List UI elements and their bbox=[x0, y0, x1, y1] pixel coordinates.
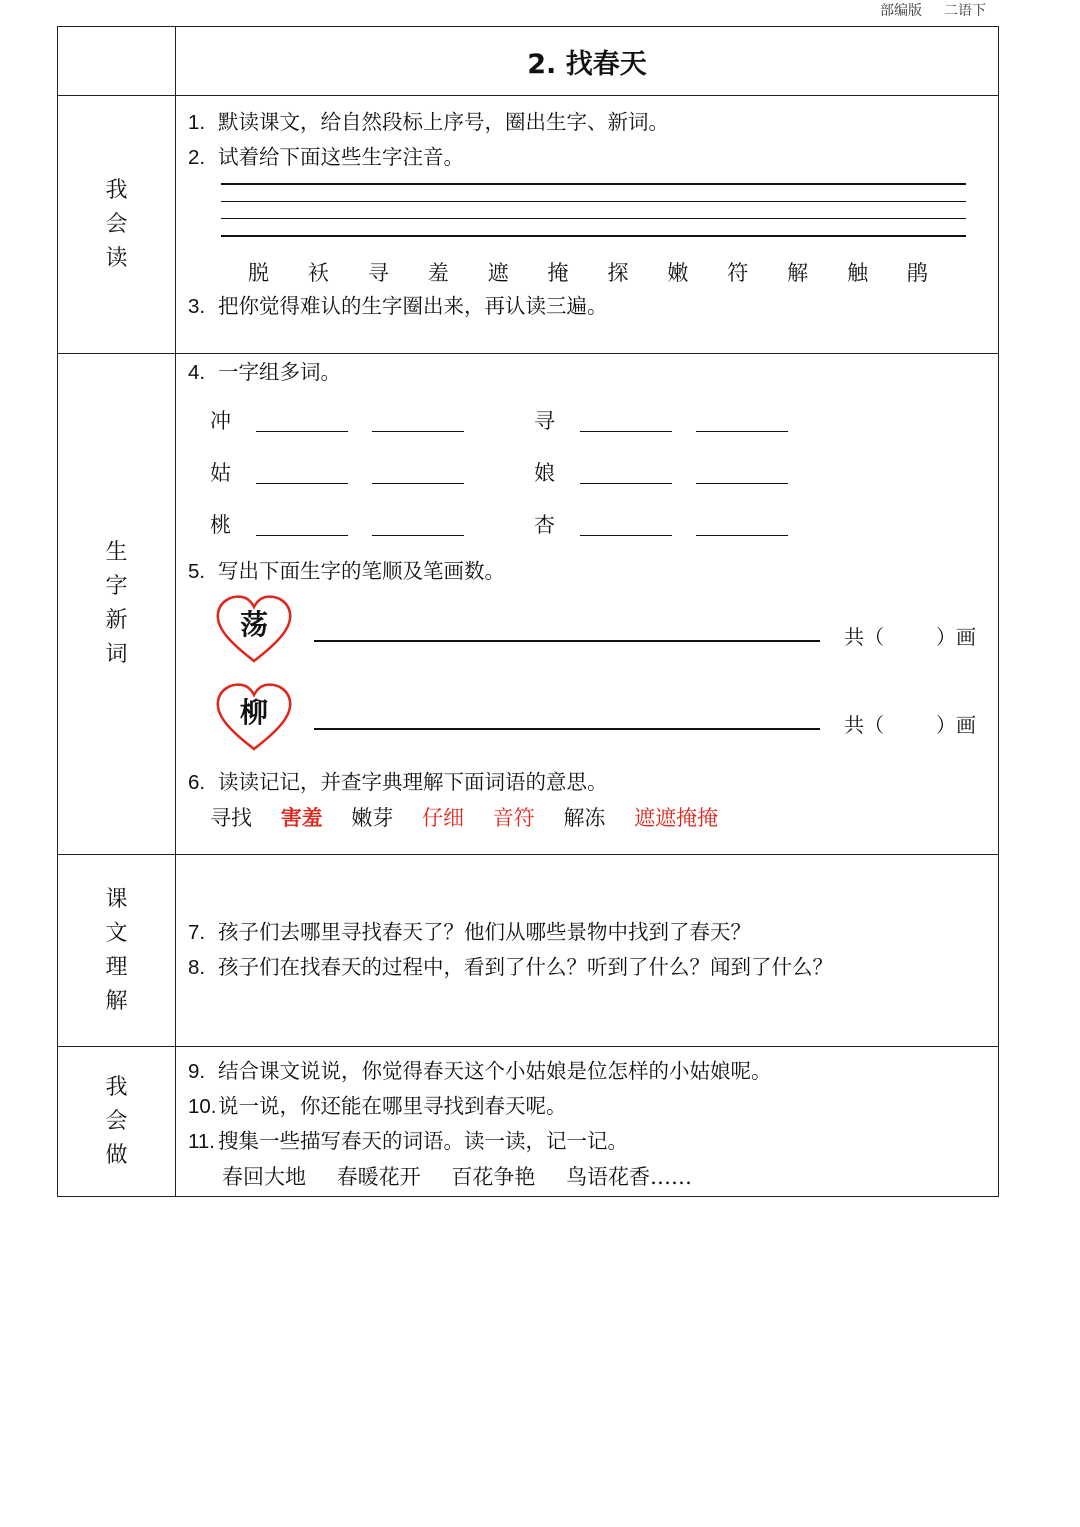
section-do-content bbox=[176, 1047, 999, 1197]
pinyin-writing-lines[interactable] bbox=[221, 183, 966, 253]
question-8: 8. 孩子们在找春天的过程中，看到了什么？听到了什么？闻到了什么？ bbox=[188, 955, 833, 979]
section-vocab-content bbox=[176, 354, 999, 855]
pinyin-char: 羞 bbox=[427, 261, 449, 285]
stroke-row bbox=[176, 595, 998, 683]
vocab-word-highlight: 音符 bbox=[492, 806, 535, 830]
label-char: 生 bbox=[105, 540, 128, 565]
word-row bbox=[210, 446, 998, 498]
label-char: 解 bbox=[105, 988, 128, 1014]
word-char: 杏 bbox=[534, 513, 555, 537]
answer-blank[interactable] bbox=[372, 513, 464, 536]
grade-label: 二语下 bbox=[944, 3, 986, 19]
phrase: 百花争艳 bbox=[451, 1165, 536, 1189]
question-11: 11. 搜集一些描写春天的词语。读一读，记一记。 bbox=[188, 1129, 628, 1153]
stroke-count[interactable]: 共（ ）画 bbox=[844, 713, 976, 737]
heart-icon bbox=[214, 683, 294, 753]
label-char: 会 bbox=[105, 1108, 128, 1134]
label-char: 课 bbox=[105, 886, 128, 912]
vocab-word-highlight: 害羞 bbox=[280, 805, 323, 830]
label-char: 字 bbox=[105, 574, 128, 599]
answer-blank[interactable] bbox=[372, 461, 464, 484]
stroke-char: 柳 bbox=[239, 696, 268, 729]
worksheet-table bbox=[57, 26, 999, 1197]
vocab-list bbox=[210, 800, 998, 836]
section-understand-content bbox=[176, 855, 999, 1047]
label-char: 读 bbox=[105, 245, 128, 271]
pinyin-char: 袄 bbox=[307, 261, 329, 285]
section-label-understand bbox=[58, 855, 176, 1047]
pinyin-char: 脱 bbox=[248, 261, 269, 285]
word-char: 桃 bbox=[210, 513, 231, 537]
stroke-count[interactable]: 共（ ）画 bbox=[844, 625, 976, 649]
pinyin-char: 解 bbox=[787, 261, 809, 285]
answer-blank[interactable] bbox=[256, 461, 348, 484]
section-label-read bbox=[58, 96, 176, 354]
stroke-order-line[interactable] bbox=[314, 640, 820, 642]
label-char: 文 bbox=[105, 920, 128, 946]
vocab-word: 嫩芽 bbox=[351, 806, 394, 830]
pinyin-char: 探 bbox=[607, 261, 629, 285]
edition-label: 部编版 bbox=[880, 3, 922, 19]
label-char: 新 bbox=[105, 608, 128, 633]
answer-blank[interactable] bbox=[372, 409, 464, 432]
stroke-char: 荡 bbox=[239, 608, 268, 641]
word-grid bbox=[210, 394, 998, 550]
word-row bbox=[210, 498, 998, 550]
answer-blank[interactable] bbox=[256, 513, 348, 536]
pinyin-char: 寻 bbox=[367, 261, 389, 285]
word-char: 娘 bbox=[534, 461, 555, 485]
question-9: 9. 结合课文说说，你觉得春天这个小姑娘是位怎样的小姑娘呢。 bbox=[188, 1059, 772, 1083]
answer-blank[interactable] bbox=[696, 409, 788, 432]
pinyin-char: 触 bbox=[847, 261, 869, 285]
pinyin-char: 嫩 bbox=[667, 261, 689, 285]
pinyin-char: 鹃 bbox=[906, 261, 928, 285]
answer-blank[interactable] bbox=[696, 461, 788, 484]
page-title: 2. 找春天 bbox=[176, 27, 999, 96]
question-7: 7. 孩子们去哪里寻找春天了？他们从哪些景物中找到了春天？ bbox=[188, 920, 751, 944]
phrase: 鸟语花香…… bbox=[566, 1165, 693, 1189]
label-char: 我 bbox=[105, 1074, 128, 1100]
stroke-order-line[interactable] bbox=[314, 728, 820, 730]
answer-blank[interactable] bbox=[580, 409, 672, 432]
word-char: 冲 bbox=[210, 409, 231, 433]
question-2: 2. 试着给下面这些生字注音。 bbox=[188, 145, 464, 169]
vocab-word-highlight: 遮遮掩掩 bbox=[634, 806, 719, 830]
word-row bbox=[210, 394, 998, 446]
answer-blank[interactable] bbox=[580, 461, 672, 484]
heart-icon bbox=[214, 595, 294, 665]
spring-phrases bbox=[222, 1161, 998, 1193]
stroke-row bbox=[176, 683, 998, 771]
question-1: 1. 默读课文，给自然段标上序号，圈出生字、新词。 bbox=[188, 110, 669, 134]
word-char: 寻 bbox=[534, 409, 555, 433]
word-char: 姑 bbox=[210, 461, 231, 485]
section-label-vocab bbox=[58, 354, 176, 855]
vocab-word-highlight: 仔细 bbox=[422, 806, 465, 830]
pinyin-char: 掩 bbox=[547, 261, 569, 285]
label-char: 做 bbox=[105, 1142, 128, 1168]
answer-blank[interactable] bbox=[580, 513, 672, 536]
phrase: 春回大地 bbox=[222, 1165, 306, 1189]
question-3: 3. 把你觉得难认的生字圈出来，再认读三遍。 bbox=[188, 294, 608, 318]
phrase: 春暖花开 bbox=[336, 1165, 421, 1189]
section-label-do bbox=[58, 1047, 176, 1197]
question-4: 4. 一字组多词。 bbox=[188, 360, 341, 384]
title-left-cell bbox=[58, 27, 176, 96]
pinyin-char-list bbox=[248, 257, 928, 287]
pinyin-char: 符 bbox=[727, 261, 749, 285]
label-char: 理 bbox=[105, 954, 128, 980]
vocab-word: 寻找 bbox=[210, 806, 252, 830]
question-10: 10.说一说，你还能在哪里寻找到春天呢。 bbox=[188, 1094, 567, 1118]
question-6: 6. 读读记记，并查字典理解下面词语的意思。 bbox=[188, 770, 608, 794]
label-char: 会 bbox=[105, 211, 128, 237]
answer-blank[interactable] bbox=[696, 513, 788, 536]
section-read-content bbox=[176, 96, 999, 354]
vocab-word: 解冻 bbox=[563, 806, 606, 830]
answer-blank[interactable] bbox=[256, 409, 348, 432]
question-5: 5. 写出下面生字的笔顺及笔画数。 bbox=[188, 559, 505, 583]
label-char: 词 bbox=[105, 642, 128, 667]
label-char: 我 bbox=[105, 177, 128, 203]
pinyin-char: 遮 bbox=[487, 261, 509, 285]
